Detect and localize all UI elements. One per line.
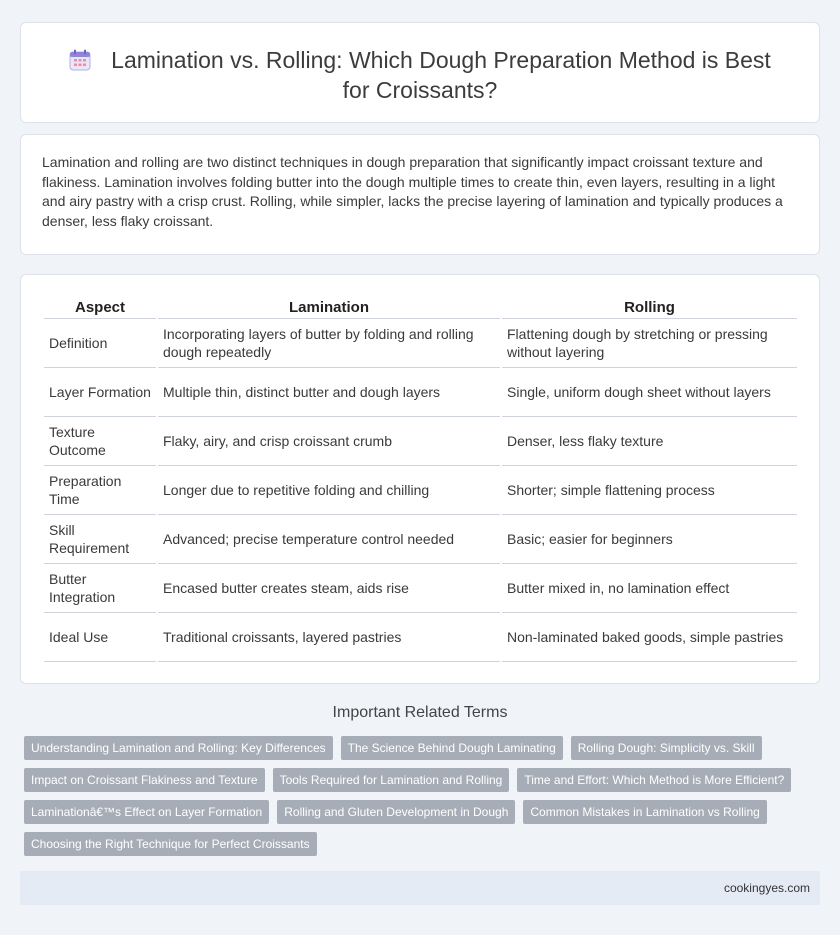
table-row (44, 564, 797, 613)
related-tag-link[interactable]: Rolling Dough: Simplicity vs. Skill (571, 736, 762, 760)
row-rolling: Non-laminated baked goods, simple pastries (502, 613, 797, 662)
related-tags-row (24, 800, 775, 824)
table-row (44, 319, 797, 368)
related-tag-link[interactable]: Choosing the Right Technique for Perfect Croissants (24, 832, 317, 856)
row-aspect: Butter Integration (44, 564, 156, 613)
footer-site-link[interactable]: cookingyes.com (723, 881, 810, 895)
table-header-row (44, 297, 797, 319)
intro-card (20, 134, 820, 255)
related-tag-link[interactable]: Time and Effort: Which Method is More Efficient? (517, 768, 791, 792)
row-aspect: Texture Outcome (44, 417, 156, 466)
row-lamination: Longer due to repetitive folding and chilling (158, 466, 500, 515)
row-aspect: Definition (44, 319, 156, 368)
header-rolling: Rolling (502, 297, 797, 319)
calendar-icon (69, 49, 91, 71)
row-rolling: Basic; easier for beginners (502, 515, 797, 564)
related-tag-link[interactable]: Rolling and Gluten Development in Dough (277, 800, 515, 824)
related-tags-row (24, 736, 770, 760)
related-tags-row (24, 832, 325, 856)
related-tag-link[interactable]: Common Mistakes in Lamination vs Rolling (523, 800, 766, 824)
row-lamination: Incorporating layers of butter by folding and rolling dough repeatedly (158, 319, 500, 368)
title-card (20, 22, 820, 123)
row-aspect: Ideal Use (44, 613, 156, 662)
footer (20, 871, 820, 905)
table-row (44, 368, 797, 417)
table-row (44, 515, 797, 564)
row-lamination: Advanced; precise temperature control needed (158, 515, 500, 564)
related-tag-link[interactable]: Understanding Lamination and Rolling: Key Differences (24, 736, 333, 760)
header-lamination: Lamination (158, 297, 500, 319)
related-tag-link[interactable]: Tools Required for Lamination and Rolling (273, 768, 510, 792)
related-tags-row (24, 768, 799, 792)
page-title (61, 45, 779, 105)
related-tag-link[interactable]: Impact on Croissant Flakiness and Texture (24, 768, 265, 792)
row-lamination: Traditional croissants, layered pastries (158, 613, 500, 662)
table-row (44, 613, 797, 662)
row-lamination: Encased butter creates steam, aids rise (158, 564, 500, 613)
row-aspect: Preparation Time (44, 466, 156, 515)
related-tag-link[interactable]: Laminationâ€™s Effect on Layer Formation (24, 800, 269, 824)
row-rolling: Butter mixed in, no lamination effect (502, 564, 797, 613)
row-rolling: Flattening dough by stretching or pressing without layering (502, 319, 797, 368)
row-lamination: Multiple thin, distinct butter and dough layers (158, 368, 500, 417)
header-aspect: Aspect (44, 297, 156, 319)
row-rolling: Denser, less flaky texture (502, 417, 797, 466)
row-rolling: Single, uniform dough sheet without layers (502, 368, 797, 417)
related-tag-link[interactable]: The Science Behind Dough Laminating (341, 736, 563, 760)
related-terms-heading: Important Related Terms (332, 704, 508, 721)
row-aspect: Layer Formation (44, 368, 156, 417)
intro-paragraph: Lamination and rolling are two distinct techniques in dough preparation that significantly impact croissant texture and flakiness. Lamination involves folding butter into the dough multiple times to create thin, even layers, resulting in a light and airy pastry with a crisp crust. Rolling, while simpler, lacks the precise layering of lamination and typically produces a denser, less flaky croissant. (42, 154, 783, 229)
row-rolling: Shorter; simple flattening process (502, 466, 797, 515)
row-aspect: Skill Requirement (44, 515, 156, 564)
table-row (44, 466, 797, 515)
row-lamination: Flaky, airy, and crisp croissant crumb (158, 417, 500, 466)
page-title-text: Lamination vs. Rolling: Which Dough Preparation Method is Best for Croissants? (111, 47, 771, 103)
table-row (44, 417, 797, 466)
comparison-table (42, 297, 799, 662)
comparison-card (20, 274, 820, 684)
